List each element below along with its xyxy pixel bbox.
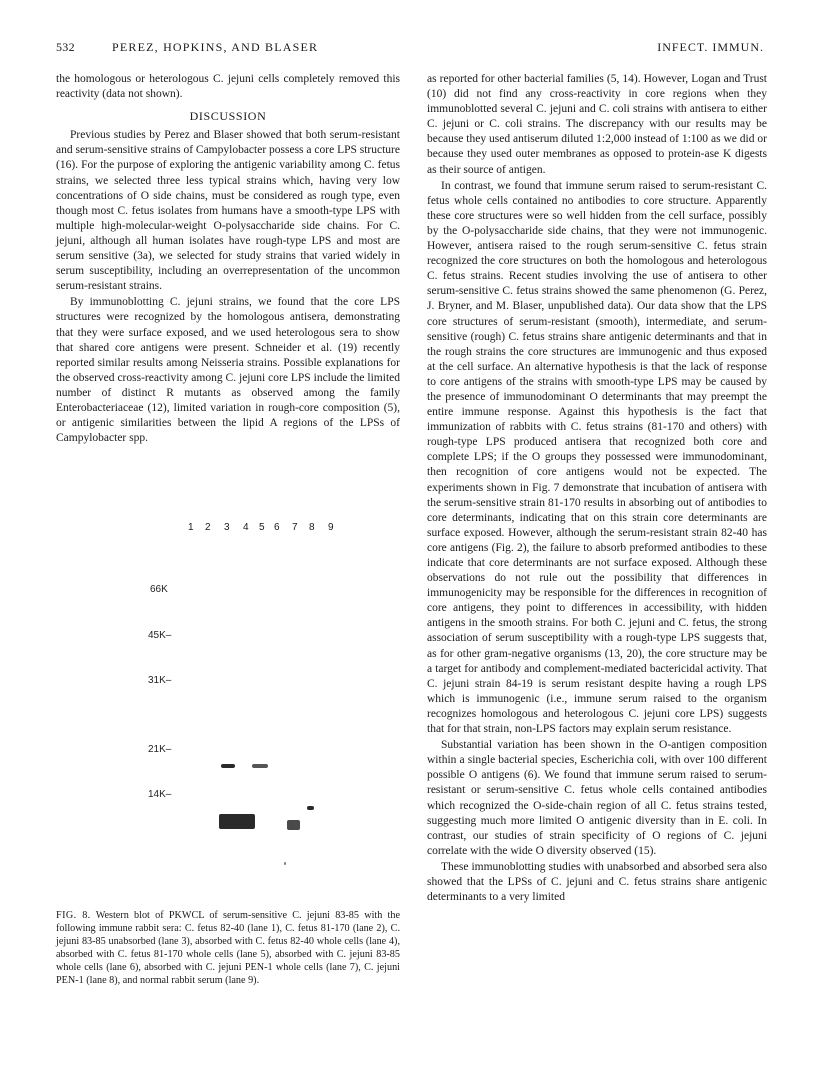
blot-band	[219, 814, 255, 829]
blot-band	[221, 764, 235, 768]
mw-marker-66k: 66K	[150, 584, 168, 595]
right-paragraph-2: In contrast, we found that immune serum raised to serum-resistant C. fetus whole cells contained no antibodies to core structure. Apparently these core structures were so well hidden from the cell surface, possibly by the O-polysaccharide side chains, that they were not immunogenic. However, antisera raised to the rough serum-sensitive C. fetus strain recognized the core structures on both the homologous and heterologous C. fetus strains. Recent studies involving the use of antisera to other serum-sensitive C. fetus strains showed the same phenomenon (G. Perez, J. Bryner, and M. Blaser, unpublished data). Our data show that the LPS core structures of serum-resistant (smooth), intermediate, and serum-sensitive (rough) C. fetus strains share antigenic determinants and that in the rough strains the core structures are immunogenic and thus exposed at the cell surface. An alternative hypothesis is that the lack of response to core antigens of the strains with smooth-type LPS may be caused by the presence of immunodominant O determinants that may preempt the entire immune response. Against this hypothesis is the fact that immunization of rabbits with C. fetus strains (81-170 and others) with rough-type LPS produced antisera that recognized both core and complete LPS; if the O groups they possessed were immunodominant, then recognition of core antigens would not be expected. The experiments shown in Fig. 7 demonstrate that incubation of antisera with the serum-sensitive strain 81-170 results in absorbing out of antibodies to core determinants, indicating that on this strain core determinants are surface exposed. However, although the serum-resistant strain 82-40 has core antigens (Fig. 2), the failure to absorb preformed antibodies to these indicate that core determinants are not surface exposed. Although these observations do not rule out the possibility that differences in immunogenicity may be responsible for the differences in recognition of core antigens, they point to differences in accessibility, with hidden antigens in the smooth strains. For both C. jejuni and C. fetus, the strong association of serum susceptibility with a rough-type LPS suggests that, as for other gram-negative organisms (13, 20), the core structure may be a target for antibody and complement-mediated bactericidal activity. That C. jejuni strain 84-19 is serum resistant despite having a rough LPS which is immunogenic (i.e., immune serum raised to the organism recognizes homologous and heterologous C. jejuni core LPS) suggests that for that strain, non-LPS factors may explain serum resistance.	[427, 179, 767, 736]
blot-band	[287, 820, 300, 830]
lane-label: 3	[224, 522, 230, 533]
journal-abbrev: INFECT. IMMUN.	[657, 40, 764, 54]
lane-label: 4	[243, 522, 249, 533]
figure-caption-text: Western blot of PKWCL of serum-sensitive C. jejuni 83-85 with the following immune rabbit sera: C. fetus 82-40 (lane 1), C. fetus 81-170 (lane 2), C. jejuni 83-85 unabsorbed (lane 3), absorbed with C. fetus 82-40 whole cells (lane 4), absorbed with C. fetus 81-170 whole cells (lane 5), absorbed with C. jejuni 83-85 whole cells (lane 6), absorbed with C. jejuni PEN-1 whole cells (lane 7), C. jejuni PEN-1 (lane 8), and normal rabbit serum (lane 9).	[56, 910, 400, 986]
lane-label: 8	[309, 522, 315, 533]
right-paragraph-3: Substantial variation has been shown in the O-antigen composition within a single bacterial species, Escherichia coli, with over 100 different possible O antigens (6). We found that immune serum raised to serum-resistant or serum-sensitive C. fetus whole cells contained antibodies which recognized the O-side-chain region of all C. fetus strains tested, suggesting much more limited O antigenic diversity than in E. coli. In contrast, our studies of strain specificity of O regions of C. jejuni correlate with the wide O diversity observed (15).	[427, 739, 767, 857]
right-paragraph-1: as reported for other bacterial families (5, 14). However, Logan and Trust (10) did not find any cross-reactivity in core regions when they immunoblotted several C. jejuni and C. coli strains with antisera to either C. jejuni or C. coli strains. The discrepancy with our results may be because they used antiserum diluted 1:2,000 instead of 1:100 as we did or because they used outer membranes as opposed to protein-ase K digests as their source of antigen.	[427, 73, 767, 176]
blot-speck	[284, 862, 286, 865]
mw-marker-21k: 21K–	[148, 744, 172, 755]
page-number: 532	[56, 40, 75, 54]
mw-marker-31k: 31K–	[148, 675, 172, 686]
mw-marker-45k: 45K–	[148, 630, 172, 641]
figure-label: FIG. 8.	[56, 910, 91, 921]
left-column	[56, 72, 400, 446]
figure-caption	[56, 910, 400, 987]
lane-number-row	[188, 522, 358, 536]
lane-label: 6	[274, 522, 280, 533]
discussion-paragraph-1: Previous studies by Perez and Blaser showed that both serum-resistant and serum-sensitive strains of Campylobacter possess a core LPS structure (16). For the purpose of exploring the antigenic variability among C. fetus strains, we selected three less typical strains which, having very low concentrations of O side chains, must be considered as rough type, even though most C. fetus isolates from humans have a smooth-type LPS with multiple high-molecular-weight O-polysaccharide side chains. For C. jejuni, although all human isolates have rough-type LPS and most are serum sensitive (3a), we selected for study strains that varied widely in serum susceptibility, including an overrepresentation of the uncommon serum-resistant strains.	[56, 129, 400, 293]
discussion-paragraph-2: By immunoblotting C. jejuni strains, we found that the core LPS structures were recognized by the homologous antisera, demonstrating that they were surface exposed, and we used heterologous sera to show that shared core antigens were present. Schneider et al. (19) recently reported similar results among Neisseria strains. Possible explanations for the observed cross-reactivity among C. jejuni core LPS include the limited number of distinct R mutants as observed among the family Enterobacteriaceae (12), limited variation in rough-core composition (5), or antigenic similarities between the lipid A regions of the LPSs of Campylobacter spp.	[56, 296, 400, 445]
lane-label: 2	[205, 522, 211, 533]
lane-label: 9	[328, 522, 334, 533]
section-heading: DISCUSSION	[189, 109, 267, 124]
lane-label: 5	[259, 522, 265, 533]
right-paragraph-4: These immunoblotting studies with unabsorbed and absorbed sera also showed that the LPSs of C. jejuni and C. fetus strains share antigenic determinants to a very limited	[427, 860, 767, 904]
running-authors: PEREZ, HOPKINS, AND BLASER	[112, 40, 319, 54]
blot-band	[252, 764, 268, 768]
western-blot-figure	[148, 518, 358, 878]
right-column	[427, 72, 767, 905]
running-header	[56, 40, 764, 60]
blot-band	[307, 806, 314, 810]
continued-paragraph: the homologous or heterologous C. jejuni cells completely removed this reactivity (data not shown).	[56, 73, 400, 101]
mw-marker-14k: 14K–	[148, 789, 172, 800]
lane-label: 1	[188, 522, 194, 533]
lane-label: 7	[292, 522, 298, 533]
